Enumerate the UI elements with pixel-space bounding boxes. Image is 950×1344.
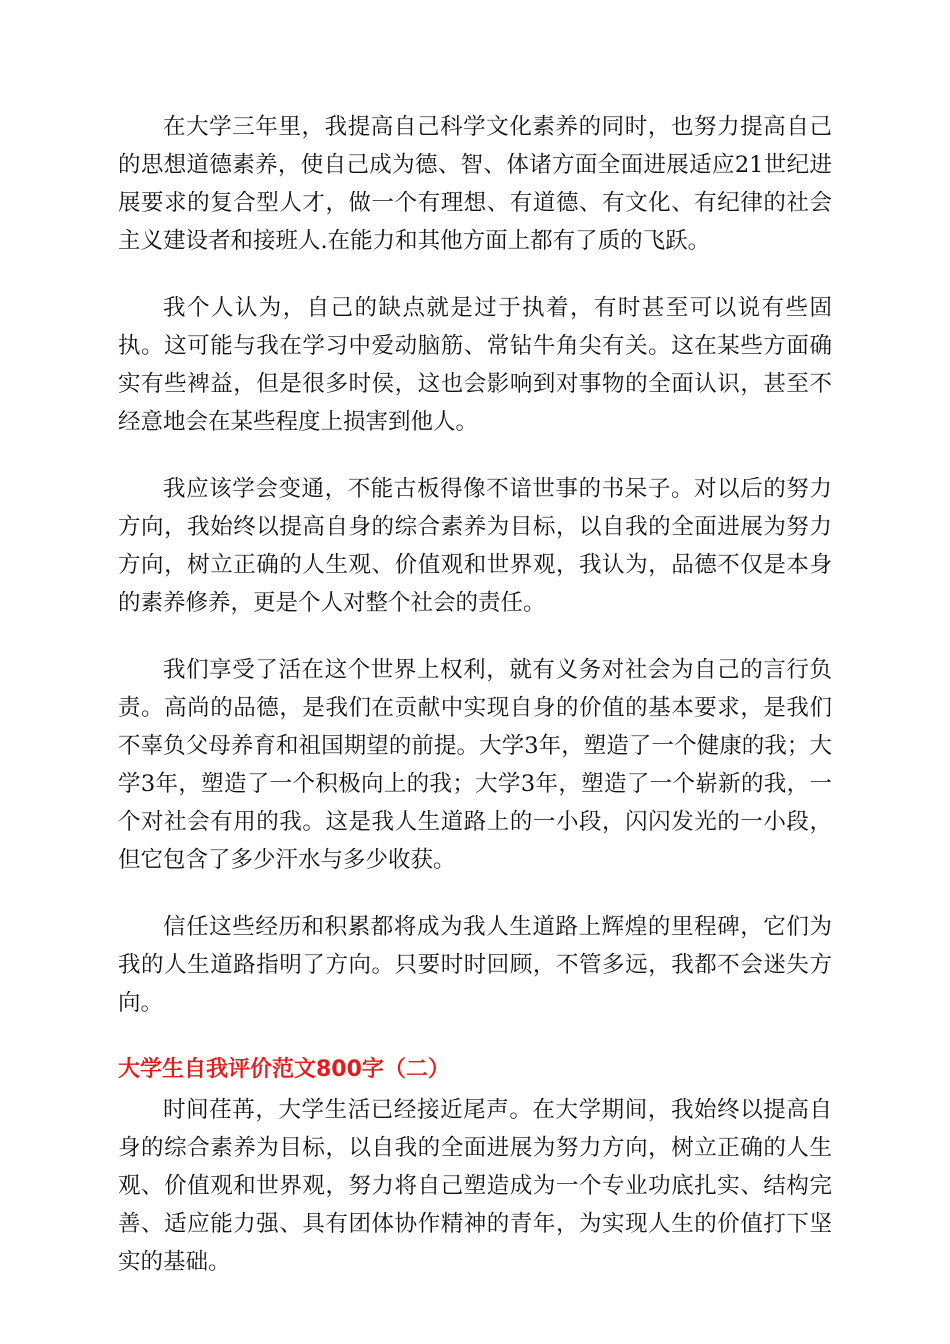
paragraph-4: 我们享受了活在这个世界上权利，就有义务对社会为自己的言行负责。高尚的品德，是我们在贡献中实现自身的价值的基本要求，是我们不辜负父母养育和祖国期望的前提。大学3年，塑造了一个健康的我；大学3年，塑造了一个积极向上的我；大学3年，塑造了一个崭新的我，一个对社会有用的我。这是我人生道路上的一小段，闪闪发光的一小段，但它包含了多少汗水与多少收获。: [118, 657, 832, 873]
paragraph-2: 我个人认为，自己的缺点就是过于执着，有时甚至可以说有些固执。这可能与我在学习中爱动脑筋、常钻牛角尖有关。这在某些方面确实有些裨益，但是很多时侯，这也会影响到对事物的全面认识，甚至不经意地会在某些程度上损害到他人。: [118, 295, 832, 435]
paragraph-3: 我应该学会变通，不能古板得像不谙世事的书呆子。对以后的努力方向，我始终以提高自身的综合素养为目标，以自我的全面进展为努力方向，树立正确的人生观、价值观和世界观，我认为，品德不仅是本身的素养修养，更是个人对整个社会的责任。: [118, 476, 832, 616]
paragraph-5: 信任这些经历和积累都将成为我人生道路上辉煌的里程碑，它们为我的人生道路指明了方向。只要时时回顾，不管多远，我都不会迷失方向。: [118, 914, 832, 1016]
paragraph-1: 在大学三年里，我提高自己科学文化素养的同时，也努力提高自己的思想道德素养，使自己成为德、智、体诸方面全面进展适应21世纪进展要求的复合型人才，做一个有理想、有道德、有文化、有纪律的社会主义建设者和接班人.在能力和其他方面上都有了质的飞跃。: [118, 114, 832, 254]
document-body: [118, 108, 832, 1281]
paragraph-6: 时间荏苒，大学生活已经接近尾声。在大学期间，我始终以提高自身的综合素养为目标，以自我的全面进展为努力方向，树立正确的人生观、价值观和世界观，努力将自己塑造成为一个专业功底扎实、结构完善、适应能力强、具有团体协作精神的青年，为实现人生的价值打下坚实的基础。: [118, 1097, 832, 1275]
section-heading: 大学生自我评价范文800字（二）: [118, 1057, 450, 1082]
